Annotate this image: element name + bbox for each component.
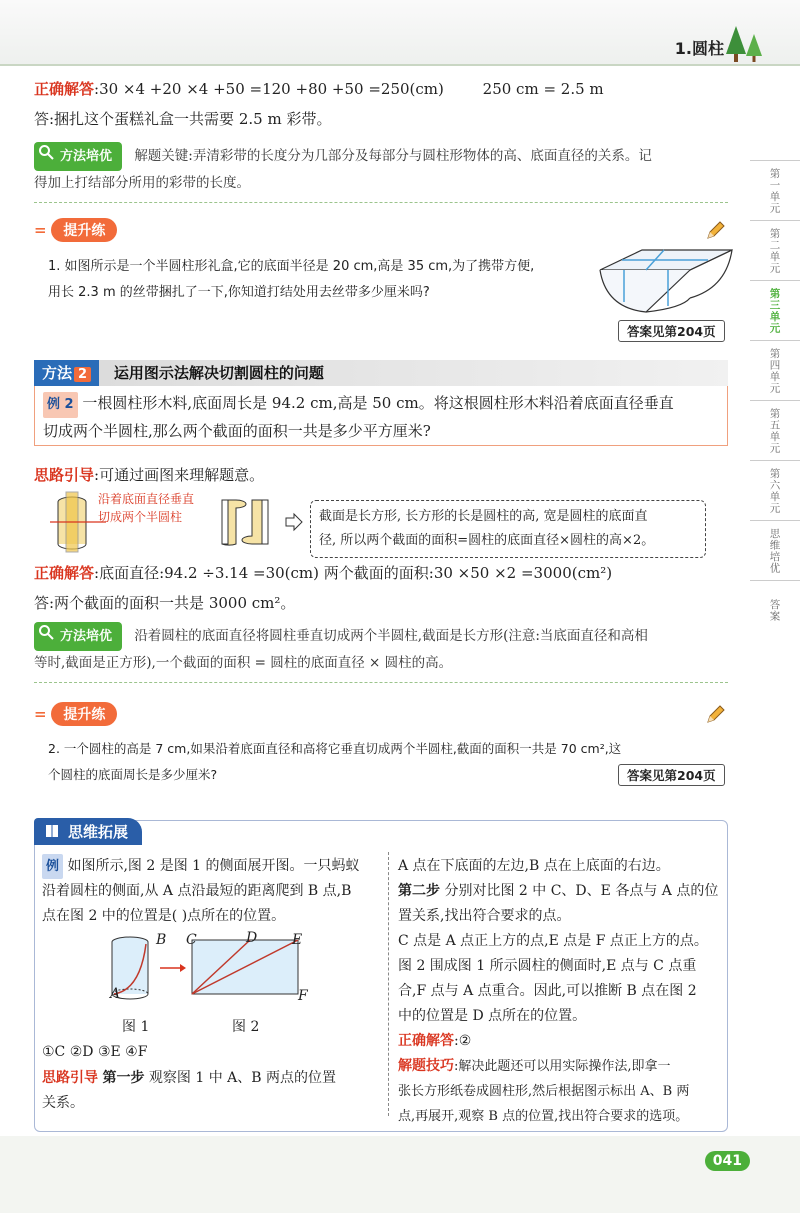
solution-1-formula: :30 ×4 +20 ×4 +50 =120 +80 +50 =250(cm) bbox=[94, 80, 444, 98]
side-tab-unit4[interactable]: 第四单元 bbox=[750, 340, 800, 400]
solution-2: 正确解答:底面直径:94.2 ÷3.14 =30(cm) 两个截面的面积:30 ×50 ×2 =3000(cm²) bbox=[34, 564, 613, 582]
practice-2-header: = 提升练 bbox=[34, 702, 117, 726]
guide-2: 思路引导:可通过画图来理解题意。 bbox=[34, 466, 265, 484]
method-tip-1-line2: 得加上打结部分所用的彩带的长度。 bbox=[34, 175, 250, 191]
answer-reference-2[interactable]: 答案见第204页 bbox=[618, 764, 725, 786]
correct-answer-label: 正确解答 bbox=[34, 80, 95, 98]
side-tab-unit6[interactable]: 第六单元 bbox=[750, 460, 800, 520]
example-2-tag: 例 2 bbox=[43, 392, 78, 418]
fig-label-D: D bbox=[246, 930, 258, 946]
section-title: 1.圆柱 bbox=[674, 39, 724, 58]
figure-1-caption: 图 1 bbox=[122, 1019, 150, 1035]
method-tip-badge-2: 方法培优 bbox=[34, 622, 122, 651]
pencil-icon bbox=[704, 704, 726, 726]
thinking-left-column: 例 如图所示,图 2 是图 1 的侧面展开图。一只蚂蚁 沿着圆柱的侧面,从 A 点沿最短的距离爬到 B 点,B 点在图 2 中的位置是( )点所在的位置。 bbox=[42, 854, 382, 929]
answer-options: ①C ②D ③E ④F bbox=[42, 1044, 148, 1060]
side-tab-unit2[interactable]: 第二单元 bbox=[750, 220, 800, 280]
method-2-label: 方法 2 bbox=[34, 360, 99, 386]
tree-icon bbox=[724, 24, 764, 64]
method-tip-badge: 方法培优 bbox=[34, 142, 122, 171]
guide-2-explanation-box: 截面是长方形, 长方形的长是圆柱的高, 宽是圆柱的底面直 径, 所以两个截面的面积=圆柱的底面直径×圆柱的高×2。 bbox=[310, 500, 706, 558]
practice-1-question: 1. 如图所示是一个半圆柱形礼盒,它的底面半径是 20 cm,高是 35 cm,为了携带方便, 用长 2.3 m 的丝带捆扎了一下,你知道打结处用去丝带多少厘米吗? bbox=[48, 259, 535, 300]
thinking-guide: 思路引导 第一步 观察图 1 中 A、B 两点的位置 关系。 bbox=[42, 1070, 337, 1111]
side-tab-thinking[interactable]: 思维培优 bbox=[750, 520, 800, 580]
book-icon bbox=[44, 823, 60, 839]
page-footer bbox=[0, 1136, 800, 1213]
practice-badge: 提升练 bbox=[51, 218, 117, 242]
magnifier-icon bbox=[38, 144, 54, 160]
ant-path-figures bbox=[100, 932, 320, 1012]
method-tip-1-line1: 解题关键:弄清彩带的长度分为几部分及每部分与圆柱形物体的高、底面直径的关系。记 bbox=[134, 148, 652, 164]
fig-label-E: E bbox=[292, 932, 303, 948]
practice-badge-2: 提升练 bbox=[51, 702, 117, 726]
fig-label-C: C bbox=[186, 932, 197, 948]
unit-side-tabs bbox=[750, 160, 800, 640]
solution-1 bbox=[34, 76, 736, 102]
figure-2-caption: 图 2 bbox=[232, 1019, 260, 1035]
fig-label-B: B bbox=[156, 932, 167, 948]
solution-2-answer: 答:两个截面的面积一共是 3000 cm²。 bbox=[34, 594, 296, 612]
practice-1-header: = 提升练 bbox=[34, 218, 117, 242]
fig-label-F: F bbox=[298, 988, 308, 1004]
side-tab-answers[interactable]: 答案 bbox=[750, 580, 800, 640]
method-tip-2: 方法培优 沿着圆柱的底面直径将圆柱垂直切成两个半圆柱,截面是长方形(注意:当底面直径和高相 等时,截面是正方形),一个截面的面积 = 圆柱的底面直径 × 圆柱的高。 bbox=[34, 622, 728, 683]
practice-2-question: 2. 一个圆柱的高是 7 cm,如果沿着底面直径和高将它垂直切成两个半圆柱,截面的面积一共是 70 cm²,这 个圆柱的底面周长是多少厘米? bbox=[48, 741, 622, 782]
half-cylinder-box-figure bbox=[594, 236, 734, 318]
side-tab-unit5[interactable]: 第五单元 bbox=[750, 400, 800, 460]
fig-label-A: A bbox=[110, 986, 121, 1002]
answer-reference-1[interactable]: 答案见第204页 bbox=[618, 320, 725, 342]
column-divider bbox=[388, 852, 389, 1116]
method-2-title: 运用图示法解决切割圆柱的问题 bbox=[113, 364, 324, 382]
example-2-box: 例 2 一根圆柱形木料,底面周长是 94.2 cm,高是 50 cm。将这根圆柱形木料沿着底面直径垂直 切成两个半圆柱,那么两个截面的面积一共是多少平方厘米? bbox=[34, 386, 728, 446]
page-number: 041 bbox=[705, 1151, 750, 1171]
side-tab-unit1[interactable]: 第一单元 bbox=[750, 160, 800, 220]
side-tab-unit3[interactable]: 第三单元 bbox=[750, 280, 800, 340]
solution-1-conversion: 250 cm = 2.5 m bbox=[482, 80, 604, 98]
solution-1-answer: 答:捆扎这个蛋糕礼盒一共需要 2.5 m 彩带。 bbox=[34, 110, 332, 128]
cut-diagram-caption: 沿着底面直径垂直 切成两个半圆柱 bbox=[98, 492, 195, 524]
method-2-bar bbox=[34, 360, 728, 386]
method-tip-1 bbox=[34, 142, 728, 203]
thinking-expansion-title: 思维拓展 bbox=[34, 818, 142, 845]
magnifier-icon bbox=[38, 624, 54, 640]
thinking-right-column: A 点在下底面的左边,B 点在上底面的右边。 第二步 分别对比图 2 中 C、D、E 各点与 A 点的位 置关系,找出符合要求的点。 C 点是 A 点正上方的点,E 点是 F 点正上方的点。 图 2 围成图 1 所示圆柱的侧面时,E 点与 C 点重 合,F 点与 A 点重合。因此,可以推断 B 点在图 2 中的位置是 D 点所在的位置。 正确解答:② 解题技巧:解决此题还可以用实际操作法,即拿一 张长方形纸卷成圆柱形,然后根据图示标出 A、B 两 点,再展开,观察 B 点的位置,找出符合要求的选项。 bbox=[398, 858, 719, 1124]
